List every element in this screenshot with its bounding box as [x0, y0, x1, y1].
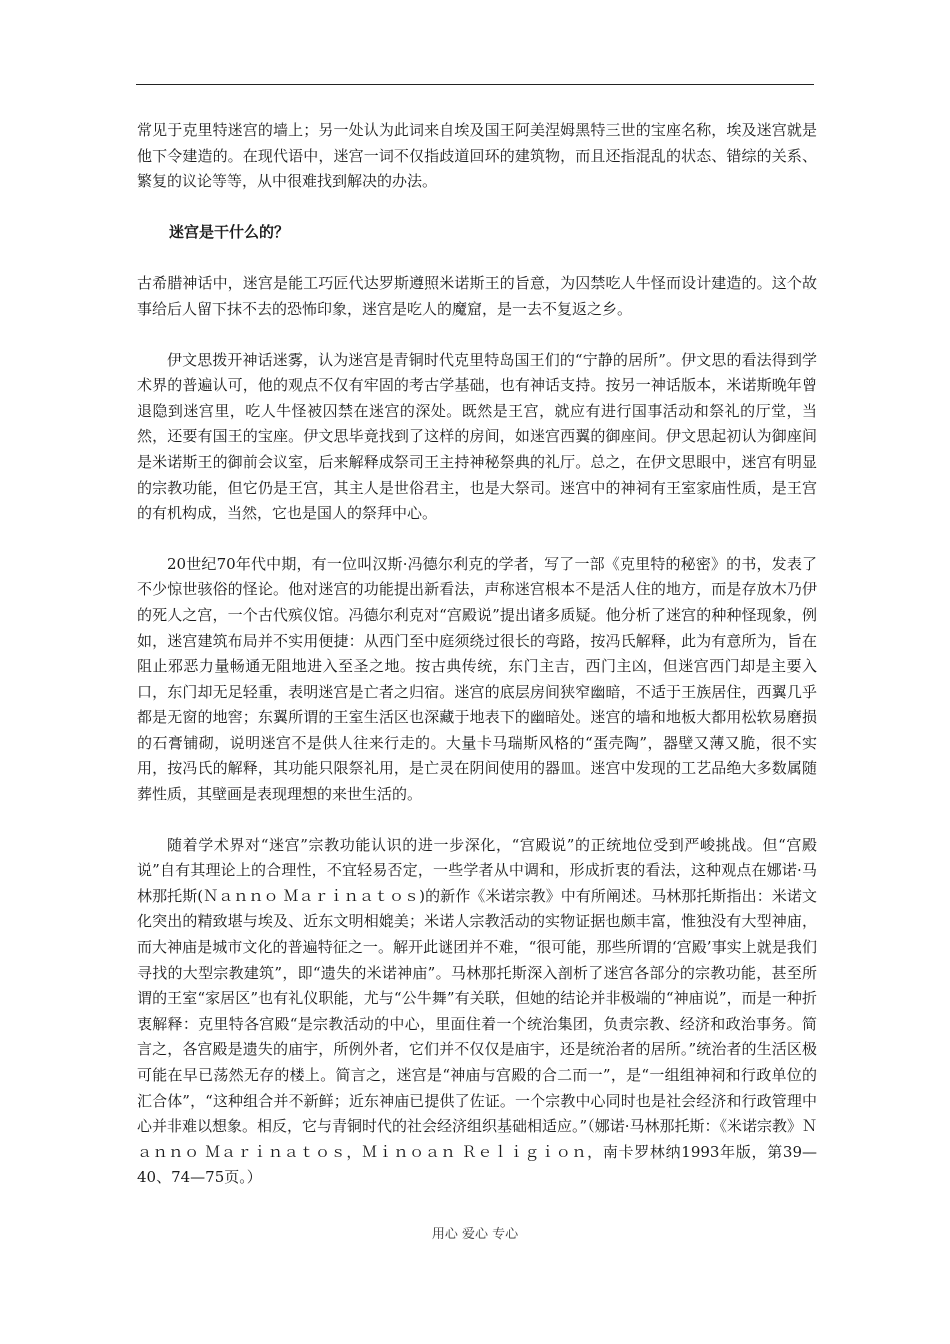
paragraph-continuation: 常见于克里特迷宫的墙上；另一处认为此词来自埃及国王阿美涅姆黑特三世的宝座名称，埃及迷宫就是他下令建造的。在现代语中，迷宫一词不仅指歧道回环的建筑物，而且还指混乱的状态、错综的关系、繁复的议论等等，从中很难找到解决的办法。	[137, 121, 817, 191]
header-rule	[136, 84, 814, 85]
section-heading: 迷宫是干什么的？	[169, 222, 290, 241]
document-body	[137, 118, 817, 1216]
paragraph-myth: 古希腊神话中，迷宫是能工巧匠代达罗斯遵照米诺斯王的旨意，为囚禁吃人牛怪而设计建造的。这个故事给后人留下抹不去的恐怖印象，迷宫是吃人的魔窟，是一去不复返之乡。	[137, 274, 817, 318]
paragraph-wunderlich: 20世纪70年代中期，有一位叫汉斯·冯德尔利克的学者，写了一部《克里特的秘密》的书，发表了不少惊世骇俗的怪论。他对迷宫的功能提出新看法，声称迷宫根本不是活人住的地方，而是存放木乃伊的死人之宫，一个古代殡仪馆。冯德尔利克对“宫殿说”提出诸多质疑。他分析了迷宫的种种怪现象，例如，迷宫建筑布局并不实用便捷：从西门至中庭须绕过很长的弯路，按冯氏解释，此为有意所为，旨在阻止邪恶力量畅通无阻地进入至圣之地。按古典传统，东门主吉，西门主凶，但迷宫西门却是主要入口，东门却无足轻重，表明迷宫是亡者之归宿。迷宫的底层房间狭窄幽暗，不适于王族居住，西翼几乎都是无窗的地窖；东翼所谓的王室生活区也深藏于地表下的幽暗处。迷宫的墙和地板大都用松软易磨损的石膏铺砌，说明迷宫不是供人往来行走的。大量卡马瑞斯风格的“蛋壳陶”，器壁又薄又脆，很不实用，按冯氏的解释，其功能只限祭礼用，是亡灵在阴间使用的器皿。迷宫中发现的工艺品绝大多数属随葬性质，其壁画是表现理想的来世生活的。	[137, 554, 817, 804]
paragraph-evans: 伊文思拨开神话迷雾，认为迷宫是青铜时代克里特岛国王们的“宁静的居所”。伊文思的看法得到学术界的普遍认可，他的观点不仅有牢固的考古学基础，也有神话支持。按另一神话版本，米诺斯晚年曾退隐到迷宫里，吃人牛怪被囚禁在迷宫的深处。既然是王宫，就应有进行国事活动和祭礼的厅堂，当然，还要有国王的宝座。伊文思毕竟找到了这样的房间，如迷宫西翼的御座间。伊文思起初认为御座间是米诺斯王的御前会议室，后来解释成祭司王主持神秘祭典的礼厅。总之，在伊文思眼中，迷宫有明显的宗教功能，但它仍是王宫，其主人是世俗君主，也是大祭司。迷宫中的神祠有王室家庙性质，是王宫的有机构成，当然，它也是国人的祭拜中心。	[137, 350, 817, 523]
page-footer: 用心 爱心 专心	[431, 1227, 519, 1242]
paragraph-marinatos: 随着学术界对“迷宫”宗教功能认识的进一步深化，“宫殿说”的正统地位受到严峻挑战。但“宫殿说”自有其理论上的合理性，不宜轻易否定，一些学者从中调和，形成折衷的看法，这种观点在娜诺·马林那托斯(Ｎａｎｎｏ Ｍａｒｉｎａｔｏｓ)的新作《米诺宗教》中有所阐述。马林那托斯指出：米诺文化突出的精致堪与埃及、近东文明相媲美；米诺人宗教活动的实物证据也颇丰富，惟独没有大型神庙，而大神庙是城市文化的普遍特征之一。解开此谜团并不难，“很可能，那些所谓的‘宫殿’事实上就是我们寻找的大型宗教建筑”，即“遗失的米诺神庙”。马林那托斯深入剖析了迷宫各部分的宗教功能，甚至所谓的王室“家居区”也有礼仪职能，尤与“公牛舞”有关联，但她的结论并非极端的“神庙说”，而是一种折衷解释：克里特各宫殿“是宗教活动的中心，里面住着一个统治集团，负责宗教、经济和政治事务。简言之，各宫殿是遗失的庙宇，所例外者，它们并不仅仅是庙宇，还是统治者的居所。”统治者的生活区极可能在早已荡然无存的楼上。简言之，迷宫是“神庙与宫殿的合二而一”，是“一组组神祠和行政单位的汇合体”，“这种组合并不新鲜；近东神庙已提供了佐证。一个宗教中心同时也是社会经济和行政管理中心并非难以想象。相反，它与青铜时代的社会经济组织基础相适应。”（娜诺·马林那托斯：《米诺宗教》Ｎａｎｎｏ Ｍａｒｉｎａｔｏｓ，Ｍｉｎｏａｎ Ｒｅｌｉｇｉｏｎ，南卡罗林纳1993年版，第39—40、74—75页。）	[137, 835, 817, 1187]
